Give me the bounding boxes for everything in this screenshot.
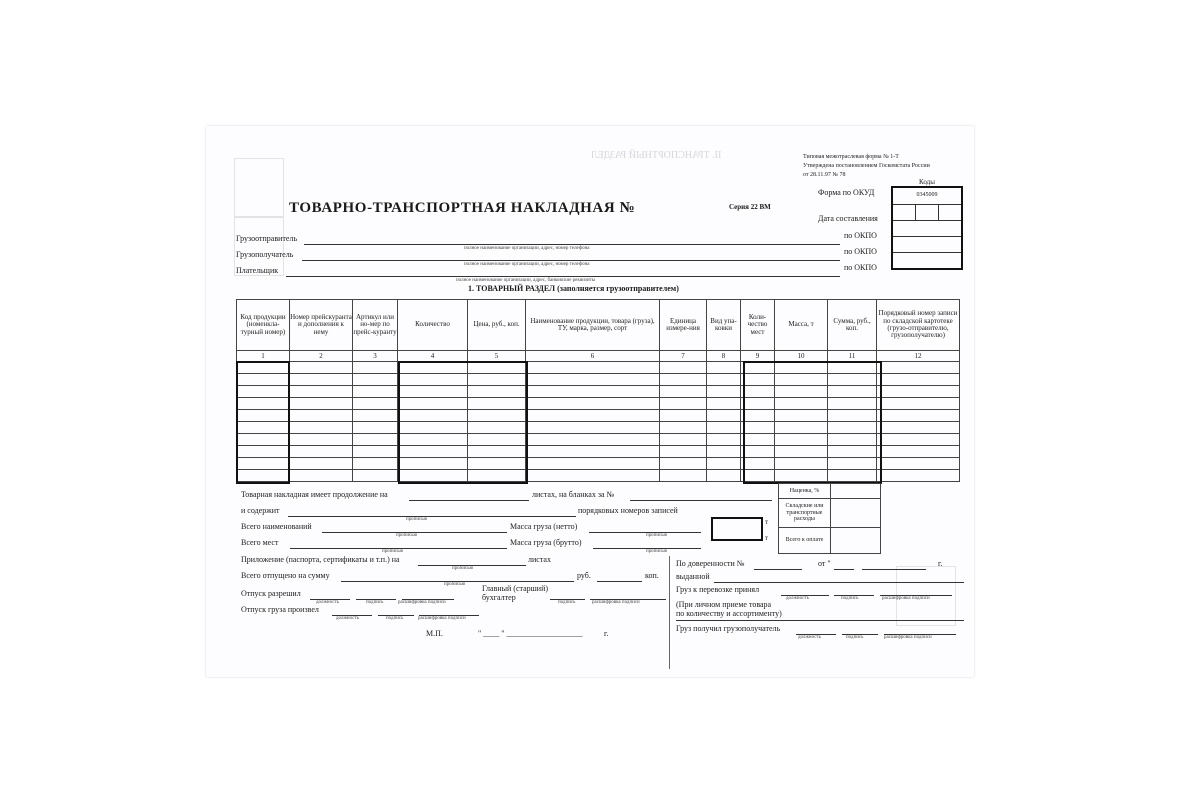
- attachment-label: Приложение (паспорта, сертификаты и т.п.) на: [241, 555, 400, 564]
- kop-field[interactable]: [597, 581, 642, 582]
- table-cell[interactable]: [526, 386, 660, 398]
- table-cell[interactable]: [775, 434, 828, 446]
- table-cell[interactable]: [660, 374, 707, 386]
- warehouse-costs-value[interactable]: [831, 499, 881, 528]
- decoding-hint: расшифровка подписи: [882, 596, 930, 601]
- codes-label: Коды: [919, 178, 935, 186]
- table-cell[interactable]: [398, 386, 468, 398]
- table-cell[interactable]: [877, 434, 960, 446]
- payer-label: Плательщик: [236, 266, 279, 275]
- goods-table-header: [237, 300, 960, 351]
- date-code-cell[interactable]: [893, 204, 961, 220]
- table-cell[interactable]: [237, 434, 290, 446]
- table-cell[interactable]: [468, 458, 526, 470]
- col-number: 4: [398, 351, 468, 362]
- table-cell[interactable]: [660, 470, 707, 482]
- summary-box: [778, 483, 881, 554]
- sheets-forms-label: листах, на бланках за №: [532, 490, 615, 499]
- table-cell[interactable]: [828, 458, 877, 470]
- table-row: [237, 422, 960, 434]
- table-cell[interactable]: [353, 410, 398, 422]
- section-divider: [669, 556, 670, 669]
- col-header-11: Сумма, руб., коп.: [828, 300, 877, 351]
- issued-field[interactable]: [714, 582, 964, 583]
- position-hint: должность: [786, 596, 809, 601]
- table-cell[interactable]: [660, 422, 707, 434]
- table-cell[interactable]: [468, 386, 526, 398]
- personal-receipt-line-1: (При личном приеме товара: [676, 600, 772, 609]
- table-cell[interactable]: [660, 446, 707, 458]
- table-cell[interactable]: [775, 362, 828, 374]
- col-header-8: Вид упа-ковки: [707, 300, 741, 351]
- col-header-5: Цена, руб., коп.: [468, 300, 526, 351]
- table-cell[interactable]: [290, 386, 353, 398]
- chief-accountant-label-1: Главный (старший): [482, 584, 549, 593]
- table-cell[interactable]: [775, 422, 828, 434]
- table-cell[interactable]: [526, 410, 660, 422]
- table-cell[interactable]: [828, 446, 877, 458]
- okud-label: Форма по ОКУД: [818, 188, 875, 197]
- table-cell[interactable]: [290, 422, 353, 434]
- section-1-title: 1. ТОВАРНЫЙ РАЗДЕЛ (заполняется грузоотправителем): [468, 284, 679, 293]
- waybill-form: [206, 126, 974, 677]
- year-label: г.: [604, 629, 609, 638]
- payer-hint: полное наименование организации, адрес, банковские реквизиты: [456, 278, 596, 283]
- table-cell[interactable]: [468, 410, 526, 422]
- total-places-label: Всего мест: [241, 538, 279, 547]
- table-cell[interactable]: [353, 422, 398, 434]
- forms-number-field[interactable]: [630, 500, 772, 501]
- col-number: 6: [526, 351, 660, 362]
- table-cell[interactable]: [353, 470, 398, 482]
- table-cell[interactable]: [877, 458, 960, 470]
- signature-hint: подпись: [841, 596, 859, 601]
- ton-unit: т: [765, 518, 769, 526]
- table-cell[interactable]: [741, 398, 775, 410]
- goods-table-column-numbers: [237, 351, 960, 362]
- col-number: 2: [290, 351, 353, 362]
- table-cell[interactable]: [468, 422, 526, 434]
- form-type-line-3: от 28.11.97 № 78: [803, 172, 846, 178]
- bleed-through-text: II. ТРАНСПОРТНЫЙ РАЗДЕЛ: [591, 150, 722, 161]
- col-number: 5: [468, 351, 526, 362]
- table-cell[interactable]: [353, 362, 398, 374]
- table-cell[interactable]: [398, 422, 468, 434]
- form-type-line-2: Утверждена постановлением Госкомстата России: [803, 163, 930, 169]
- col-number: 8: [707, 351, 741, 362]
- shipper-hint: полное наименование организации, адрес, номер телефона: [464, 246, 590, 251]
- col-header-3: Артикул или но-мер по прейс-куранту: [353, 300, 398, 351]
- col-header-1: Код продукции (номенкла-турный номер): [237, 300, 290, 351]
- table-cell[interactable]: [237, 446, 290, 458]
- table-cell[interactable]: [468, 374, 526, 386]
- table-cell[interactable]: [398, 398, 468, 410]
- continuation-sheets-field[interactable]: [409, 500, 529, 501]
- table-cell[interactable]: [660, 434, 707, 446]
- table-cell[interactable]: [775, 410, 828, 422]
- propisyu-hint: прописью: [646, 549, 668, 554]
- table-cell[interactable]: [526, 362, 660, 374]
- table-cell[interactable]: [741, 446, 775, 458]
- table-cell[interactable]: [398, 446, 468, 458]
- table-row: [237, 386, 960, 398]
- signature-hint: подпись: [558, 600, 576, 605]
- table-cell[interactable]: [290, 434, 353, 446]
- proxy-number-field[interactable]: [754, 569, 802, 570]
- table-row: [237, 362, 960, 374]
- signature-hint: подпись: [366, 600, 384, 605]
- col-number: 12: [877, 351, 960, 362]
- personal-receipt-field[interactable]: [676, 620, 964, 621]
- table-cell[interactable]: [660, 458, 707, 470]
- table-cell[interactable]: [290, 458, 353, 470]
- okpo-label-consignee: по ОКПО: [844, 247, 877, 256]
- col-header-12: Порядковый номер записи по складской картотеке (грузо-отправителю, грузополучателю): [877, 300, 960, 351]
- table-cell[interactable]: [660, 386, 707, 398]
- table-cell[interactable]: [526, 446, 660, 458]
- decoding-hint: расшифровка подписи: [398, 600, 446, 605]
- propisyu-hint: прописью: [396, 533, 418, 538]
- table-cell[interactable]: [398, 458, 468, 470]
- codes-box: [891, 186, 963, 270]
- okpo-label-shipper: по ОКПО: [844, 231, 877, 240]
- table-cell[interactable]: [707, 386, 741, 398]
- table-cell[interactable]: [877, 386, 960, 398]
- table-cell[interactable]: [741, 434, 775, 446]
- table-cell[interactable]: [237, 374, 290, 386]
- col-header-10: Масса, т: [775, 300, 828, 351]
- table-cell[interactable]: [741, 458, 775, 470]
- table-cell[interactable]: [237, 470, 290, 482]
- table-cell[interactable]: [707, 410, 741, 422]
- table-cell[interactable]: [877, 422, 960, 434]
- table-cell[interactable]: [660, 410, 707, 422]
- col-header-4: Количество: [398, 300, 468, 351]
- propisyu-hint: прописью: [382, 549, 404, 554]
- table-row: [237, 470, 960, 482]
- markup-value[interactable]: [831, 484, 881, 499]
- table-row: [237, 446, 960, 458]
- table-cell[interactable]: [775, 458, 828, 470]
- table-cell[interactable]: [353, 398, 398, 410]
- table-cell[interactable]: [468, 470, 526, 482]
- document-title: ТОВАРНО-ТРАНСПОРТНАЯ НАКЛАДНАЯ №: [289, 200, 636, 216]
- table-cell[interactable]: [877, 374, 960, 386]
- table-cell[interactable]: [290, 470, 353, 482]
- table-cell[interactable]: [828, 362, 877, 374]
- markup-label: Наценка, %: [779, 484, 831, 499]
- table-cell[interactable]: [707, 422, 741, 434]
- okpo-code-consignee[interactable]: [893, 236, 961, 252]
- table-cell[interactable]: [828, 410, 877, 422]
- proxy-month-field[interactable]: [862, 569, 926, 570]
- total-pay-label: Всего к оплате: [779, 528, 831, 554]
- table-cell[interactable]: [707, 434, 741, 446]
- table-cell[interactable]: [237, 422, 290, 434]
- proxy-day-field[interactable]: [834, 569, 854, 570]
- table-cell[interactable]: [828, 386, 877, 398]
- mass-box[interactable]: [711, 517, 763, 541]
- position-hint: должность: [798, 635, 821, 640]
- shipper-field[interactable]: [304, 244, 840, 245]
- col-number: 9: [741, 351, 775, 362]
- form-type-line-1: Типовая межотраслевая форма № 1-Т: [803, 154, 899, 160]
- table-cell[interactable]: [398, 470, 468, 482]
- table-row: [237, 458, 960, 470]
- propisyu-hint: прописью: [406, 517, 428, 522]
- table-cell[interactable]: [398, 374, 468, 386]
- col-number: 11: [828, 351, 877, 362]
- table-cell[interactable]: [526, 470, 660, 482]
- table-cell[interactable]: [741, 374, 775, 386]
- position-hint: должность: [316, 600, 339, 605]
- table-cell[interactable]: [877, 410, 960, 422]
- table-cell[interactable]: [353, 434, 398, 446]
- table-cell[interactable]: [775, 374, 828, 386]
- decoding-hint: расшифровка подписи: [884, 635, 932, 640]
- table-cell[interactable]: [526, 422, 660, 434]
- table-cell[interactable]: [707, 470, 741, 482]
- okpo-label-payer: по ОКПО: [844, 263, 877, 272]
- table-cell[interactable]: [741, 422, 775, 434]
- table-cell[interactable]: [877, 398, 960, 410]
- table-cell[interactable]: [353, 386, 398, 398]
- ton-unit: т: [765, 534, 769, 542]
- chief-accountant-label-2: бухгалтер: [482, 593, 516, 602]
- col-header-7: Единица измере-ния: [660, 300, 707, 351]
- date-template[interactable]: " ____ " ___________________: [478, 629, 583, 638]
- release-allowed-label: Отпуск разрешил: [241, 589, 301, 598]
- cargo-received-label: Груз получил грузополучатель: [676, 624, 781, 633]
- table-cell[interactable]: [828, 398, 877, 410]
- warehouse-costs-label: Складские или транспортные расходы: [779, 499, 831, 528]
- table-cell[interactable]: [660, 398, 707, 410]
- table-cell[interactable]: [775, 446, 828, 458]
- table-cell[interactable]: [237, 410, 290, 422]
- table-cell[interactable]: [290, 410, 353, 422]
- table-cell[interactable]: [707, 446, 741, 458]
- col-number: 10: [775, 351, 828, 362]
- proxy-label: По доверенности №: [676, 559, 745, 568]
- table-cell[interactable]: [877, 470, 960, 482]
- table-cell[interactable]: [237, 458, 290, 470]
- table-cell[interactable]: [237, 398, 290, 410]
- table-cell[interactable]: [237, 362, 290, 374]
- mass-net-label: Масса груза (нетто): [510, 522, 578, 531]
- table-cell[interactable]: [353, 458, 398, 470]
- table-row: [237, 410, 960, 422]
- table-cell[interactable]: [398, 362, 468, 374]
- proxy-year-label: г.: [938, 559, 943, 568]
- payer-field[interactable]: [286, 276, 840, 277]
- table-cell[interactable]: [468, 398, 526, 410]
- bleed-through-box: [234, 158, 284, 218]
- total-pay-value[interactable]: [831, 528, 881, 554]
- col-header-9: Коли-чество мест: [741, 300, 775, 351]
- table-cell[interactable]: [877, 446, 960, 458]
- table-cell[interactable]: [290, 398, 353, 410]
- table-cell[interactable]: [828, 374, 877, 386]
- issued-label: выданной: [676, 572, 710, 581]
- proxy-from-label: от ": [818, 559, 831, 568]
- okpo-code-shipper[interactable]: [893, 220, 961, 236]
- table-cell[interactable]: [660, 362, 707, 374]
- goods-table: [236, 299, 960, 482]
- document-series: Серия 22 ВМ: [729, 203, 771, 211]
- decoding-hint: расшифровка подписи: [592, 600, 640, 605]
- consignee-hint: полное наименование организации, адрес, номер телефона: [464, 262, 590, 267]
- table-cell[interactable]: [526, 374, 660, 386]
- table-cell[interactable]: [353, 374, 398, 386]
- table-cell[interactable]: [468, 434, 526, 446]
- consignee-field[interactable]: [302, 260, 840, 261]
- sheets-label: листах: [528, 555, 551, 564]
- released-sum-label: Всего отпущено на сумму: [241, 571, 330, 580]
- propisyu-hint: прописью: [444, 582, 466, 587]
- table-cell[interactable]: [741, 470, 775, 482]
- kop-label: коп.: [645, 571, 659, 580]
- table-cell[interactable]: [526, 458, 660, 470]
- table-cell[interactable]: [828, 470, 877, 482]
- col-header-6: Наименование продукции, товара (груза), ТУ, марка, размер, сорт: [526, 300, 660, 351]
- col-header-2: Номер прейскуранта и дополнения к нему: [290, 300, 353, 351]
- table-cell[interactable]: [526, 434, 660, 446]
- records-count-field[interactable]: [288, 516, 576, 517]
- mass-gross-label: Масса груза (брутто): [510, 538, 582, 547]
- propisyu-hint: прописью: [452, 566, 474, 571]
- table-cell[interactable]: [775, 386, 828, 398]
- propisyu-hint: прописью: [646, 533, 668, 538]
- okud-code: 0345009: [916, 192, 938, 198]
- stamp-label: М.П.: [426, 629, 443, 638]
- table-cell[interactable]: [741, 362, 775, 374]
- table-cell[interactable]: [741, 410, 775, 422]
- table-cell[interactable]: [290, 374, 353, 386]
- table-cell[interactable]: [468, 446, 526, 458]
- table-cell[interactable]: [828, 422, 877, 434]
- table-cell[interactable]: [741, 386, 775, 398]
- col-number: 7: [660, 351, 707, 362]
- cargo-accepted-label: Груз к перевозке принял: [676, 585, 760, 594]
- table-cell[interactable]: [398, 434, 468, 446]
- table-cell[interactable]: [290, 446, 353, 458]
- table-cell[interactable]: [526, 398, 660, 410]
- decoding-hint: расшифровка подписи: [418, 616, 466, 621]
- goods-table-body: [237, 362, 960, 482]
- table-cell[interactable]: [707, 362, 741, 374]
- table-cell[interactable]: [290, 362, 353, 374]
- table-cell[interactable]: [353, 446, 398, 458]
- table-cell[interactable]: [707, 458, 741, 470]
- shipper-label: Грузоотправитель: [236, 234, 298, 243]
- consignee-label: Грузополучатель: [236, 250, 294, 259]
- table-cell[interactable]: [877, 362, 960, 374]
- date-label: Дата составления: [818, 214, 878, 223]
- mass-net-field[interactable]: [589, 532, 701, 533]
- signature-hint: подпись: [386, 616, 404, 621]
- col-number: 1: [237, 351, 290, 362]
- table-cell[interactable]: [468, 362, 526, 374]
- table-cell[interactable]: [707, 398, 741, 410]
- release-made-label: Отпуск груза произвел: [241, 605, 319, 614]
- okpo-code-payer[interactable]: [893, 252, 961, 268]
- table-cell[interactable]: [775, 398, 828, 410]
- table-row: [237, 374, 960, 386]
- table-cell[interactable]: [828, 434, 877, 446]
- table-cell[interactable]: [707, 374, 741, 386]
- rub-label: руб.: [577, 571, 591, 580]
- table-cell[interactable]: [775, 470, 828, 482]
- signature-hint: подпись: [846, 635, 864, 640]
- contains-label: и содержит: [241, 506, 280, 515]
- table-row: [237, 434, 960, 446]
- table-row: [237, 398, 960, 410]
- table-cell[interactable]: [398, 410, 468, 422]
- col-number: 3: [353, 351, 398, 362]
- table-cell[interactable]: [237, 386, 290, 398]
- continuation-label: Товарная накладная имеет продолжение на: [241, 490, 388, 499]
- records-label: порядковых номеров записей: [578, 506, 678, 515]
- position-hint: должность: [336, 616, 359, 621]
- personal-receipt-line-2: по количеству и ассортименту): [676, 609, 782, 618]
- total-names-label: Всего наименований: [241, 522, 312, 531]
